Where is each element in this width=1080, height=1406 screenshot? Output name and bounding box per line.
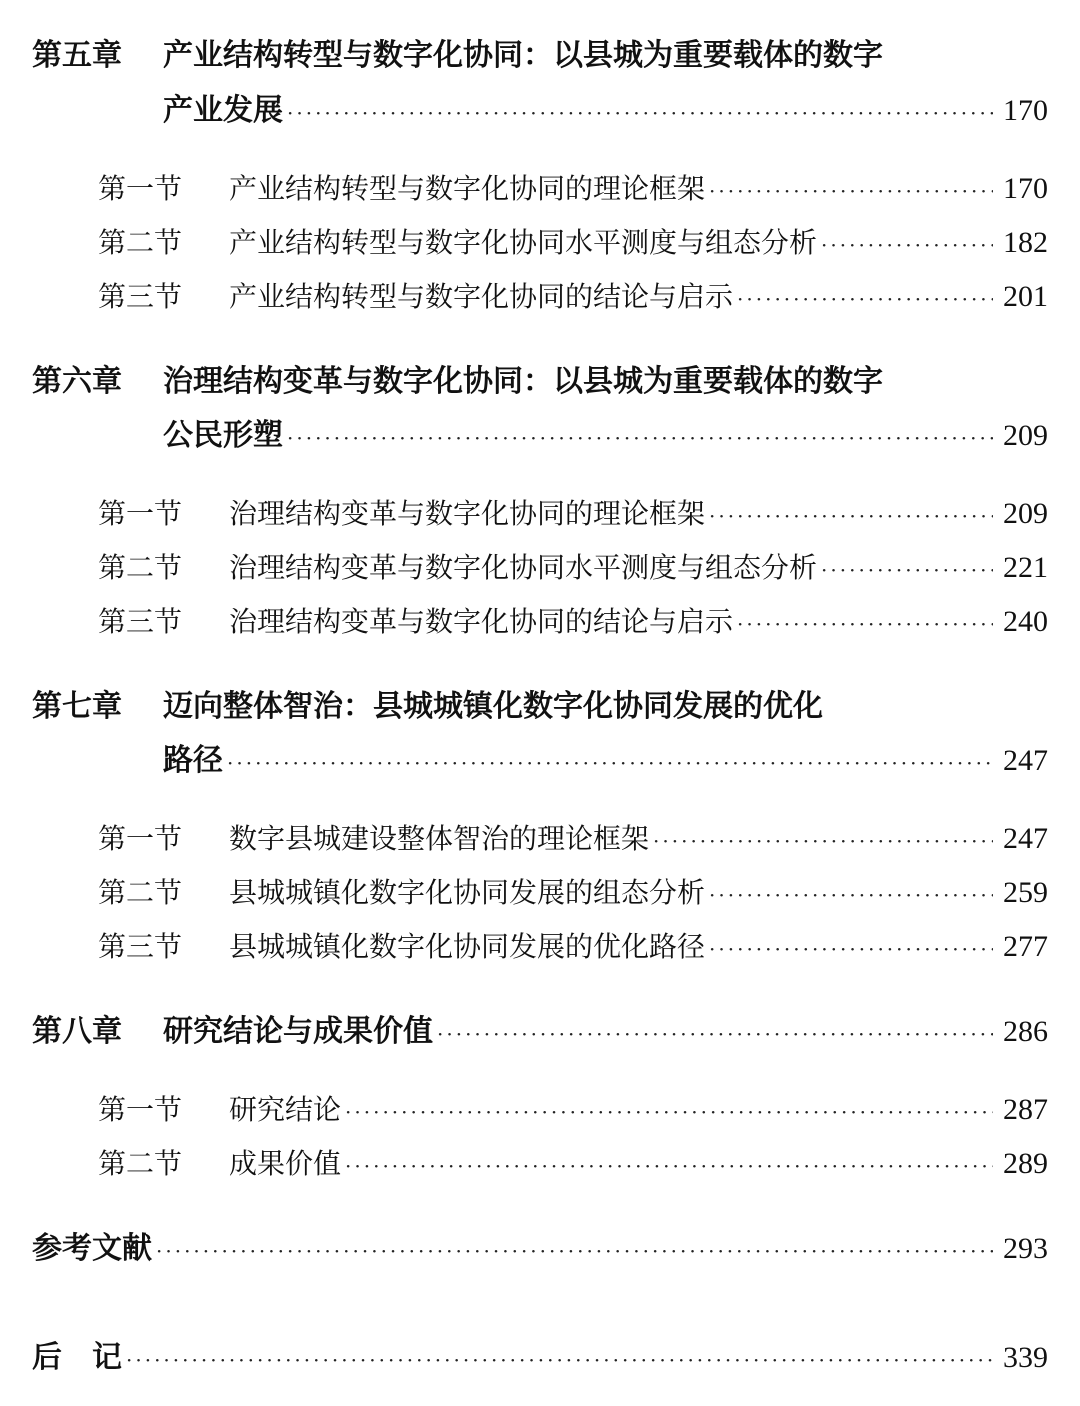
chapter-title-cont: 公民形塑 [163,418,283,453]
chapter-title: 迈向整体智治：县城城镇化数字化协同发展的优化 [163,689,823,724]
section-7-2 [98,871,1048,911]
section-title: 县城城镇化数字化协同发展的组态分析 [229,876,706,909]
page-number: 209 [1003,497,1048,530]
section-7-3 [98,925,1048,965]
leader-dots [737,612,993,636]
section-label: 第一节 [98,1093,183,1126]
page-number: 170 [1003,172,1048,205]
leader-dots [737,287,993,311]
chapter-label: 第八章 [32,1014,122,1049]
leader-dots [821,233,993,257]
section-label: 第二节 [98,1147,183,1180]
leader-dots [156,1239,993,1263]
leader-dots [709,937,993,961]
leader-dots [437,1022,993,1046]
leader-dots [709,504,993,528]
chapter-5-heading [32,30,1048,74]
chapter-7-heading [32,681,1048,725]
section-label: 第三节 [98,605,183,638]
chapter-6-heading [32,356,1048,400]
leader-dots [709,883,993,907]
section-title: 治理结构变革与数字化协同的理论框架 [229,497,706,530]
chapter-7-title-continued [163,735,1048,779]
leader-dots [821,558,993,582]
section-7-1 [98,817,1048,857]
leader-dots [126,1348,993,1372]
section-6-1 [98,492,1048,532]
section-title: 县城城镇化数字化协同发展的优化路径 [229,930,706,963]
leader-dots [287,101,993,125]
postscript-title: 后 记 [32,1340,122,1375]
chapter-title-cont: 路径 [163,743,223,778]
section-title: 产业结构转型与数字化协同的理论框架 [229,172,706,205]
page-number: 247 [1003,822,1048,855]
leader-dots [345,1154,993,1178]
chapter-8-heading [32,1006,1048,1050]
section-label: 第一节 [98,497,183,530]
section-title: 研究结论 [229,1093,342,1126]
section-8-2 [98,1142,1048,1182]
leader-dots [287,426,993,450]
section-label: 第一节 [98,822,183,855]
section-6-3 [98,600,1048,640]
references-entry [32,1223,1048,1267]
page-number: 240 [1003,605,1048,638]
page-number: 289 [1003,1147,1048,1180]
chapter-label: 第五章 [32,38,122,73]
page-number: 287 [1003,1093,1048,1126]
chapter-5-title-continued [163,85,1048,129]
section-8-1 [98,1088,1048,1128]
chapter-label: 第六章 [32,364,122,399]
section-5-1 [98,167,1048,207]
page-number: 339 [1003,1341,1048,1374]
page-number: 277 [1003,930,1048,963]
section-title: 产业结构转型与数字化协同的结论与启示 [229,280,734,313]
chapter-label: 第七章 [32,689,122,724]
page-number: 182 [1003,226,1048,259]
page-number: 201 [1003,280,1048,313]
page-number: 293 [1003,1232,1048,1265]
leader-dots [653,829,993,853]
chapter-6-title-continued [163,410,1048,454]
section-label: 第二节 [98,551,183,584]
chapter-title-cont: 产业发展 [163,93,283,128]
section-5-3 [98,275,1048,315]
leader-dots [345,1100,993,1124]
page-number: 247 [1003,744,1048,777]
section-title: 治理结构变革与数字化协同的结论与启示 [229,605,734,638]
page-number: 286 [1003,1015,1048,1048]
section-label: 第三节 [98,930,183,963]
section-6-2 [98,546,1048,586]
chapter-title: 治理结构变革与数字化协同：以县城为重要载体的数字 [163,364,883,399]
chapter-title: 产业结构转型与数字化协同：以县城为重要载体的数字 [163,38,883,73]
section-title: 成果价值 [229,1147,342,1180]
chapter-title: 研究结论与成果价值 [163,1014,433,1049]
page-number: 170 [1003,94,1048,127]
section-5-2 [98,221,1048,261]
section-title: 治理结构变革与数字化协同水平测度与组态分析 [229,551,818,584]
section-label: 第二节 [98,226,183,259]
page-number: 221 [1003,551,1048,584]
page-number: 259 [1003,876,1048,909]
section-label: 第三节 [98,280,183,313]
leader-dots [709,179,993,203]
section-title: 数字县城建设整体智治的理论框架 [229,822,650,855]
leader-dots [227,751,993,775]
section-title: 产业结构转型与数字化协同水平测度与组态分析 [229,226,818,259]
references-title: 参考文献 [32,1231,152,1266]
page-number: 209 [1003,419,1048,452]
postscript-entry [32,1332,1048,1376]
section-label: 第一节 [98,172,183,205]
section-label: 第二节 [98,876,183,909]
